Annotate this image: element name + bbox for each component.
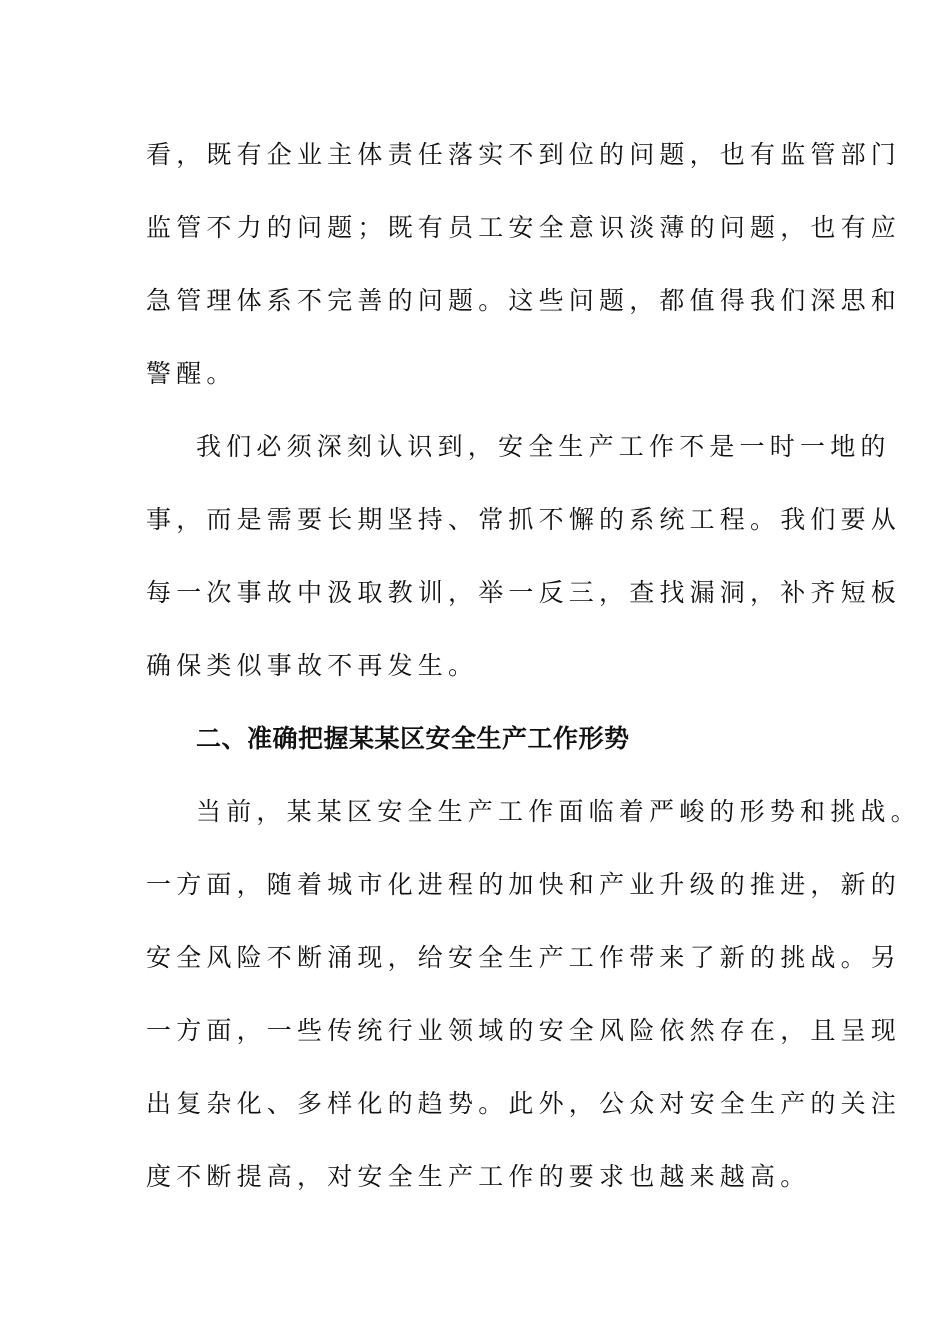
text-line: 每一次事故中汲取教训，举一反三，查找漏洞，补齐短板 [146,578,902,607]
text-line: 事，而是需要长期坚持、常抓不懈的系统工程。我们要从 [146,505,902,534]
text-line: 急管理体系不完善的问题。这些问题，都值得我们深思和 [146,286,902,315]
document-body [146,118,921,1213]
text-line: 我们必须深刻认识到，安全生产工作不是一时一地的 [196,432,891,461]
section-heading: 二、准确把握某某区安全生产工作形势 [196,724,630,753]
text-line: 看，既有企业主体责任落实不到位的问题，也有监管部门 [146,140,902,169]
text-line: 度不断提高，对安全生产工作的要求也越来越高。 [146,1162,811,1191]
paragraph-continuation [146,118,902,410]
text-line: 安全风险不断涌现，给安全生产工作带来了新的挑战。另 [146,943,902,972]
paragraph-situation [146,775,921,1213]
text-line: 出复杂化、多样化的趋势。此外，公众对安全生产的关注 [146,1089,902,1118]
text-line: 确保类似事故不再发生。 [146,651,479,680]
text-line: 当前，某某区安全生产工作面临着严峻的形势和挑战。 [196,797,921,826]
text-line: 一方面，随着城市化进程的加快和产业升级的推进，新的 [146,870,902,899]
text-line: 一方面，一些传统行业领域的安全风险依然存在，且呈现 [146,1016,902,1045]
paragraph-awareness [146,410,902,702]
text-line: 监管不力的问题；既有员工安全意识淡薄的问题，也有应 [146,213,902,242]
text-line: 警醒。 [146,359,237,388]
